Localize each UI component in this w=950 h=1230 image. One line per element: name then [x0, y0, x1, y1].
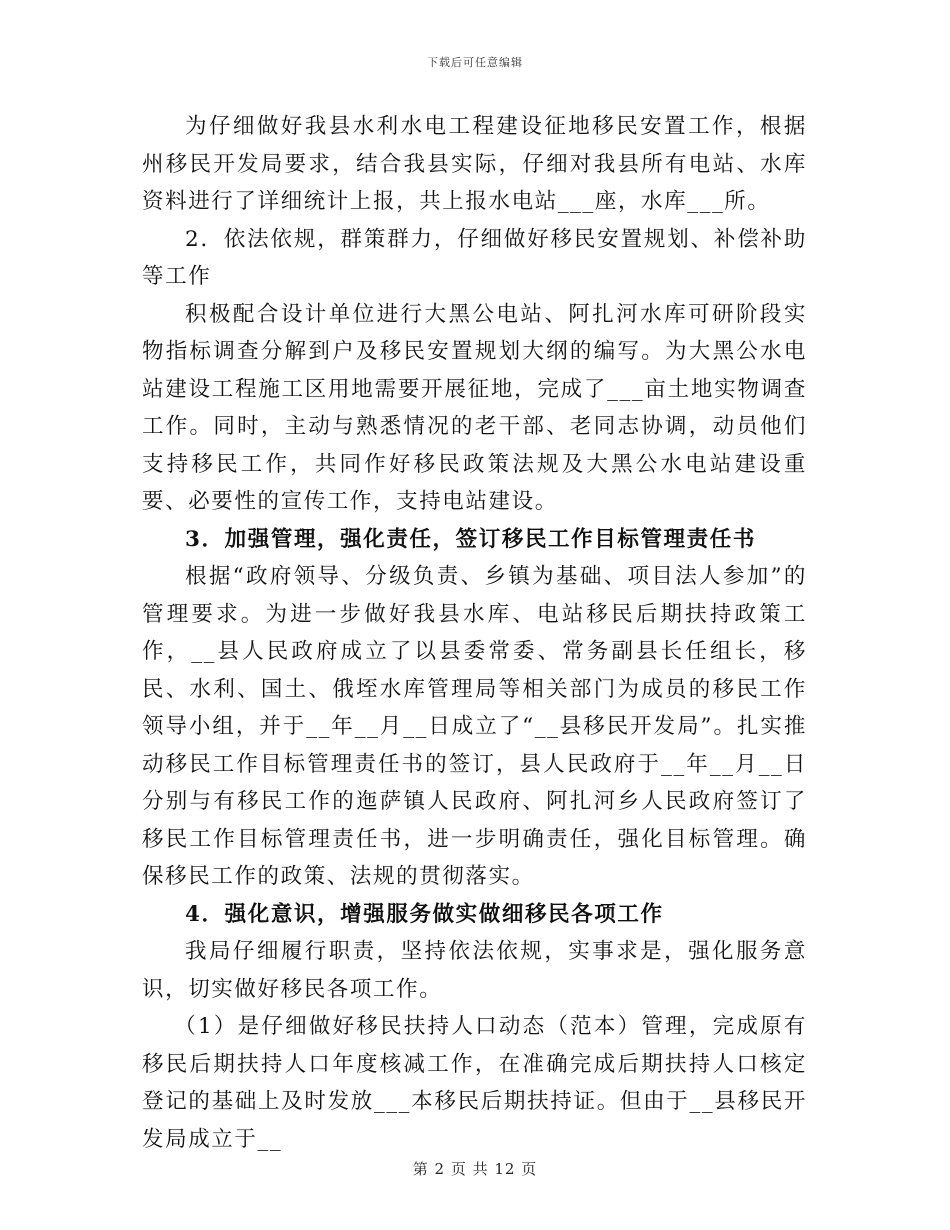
document-body: [142, 108, 807, 1158]
section-heading-2: 2．依法依规，群策群力，仔细做好移民安置规划、补偿补助等工作: [142, 226, 807, 289]
page-header: 下载后可任意编辑: [427, 56, 523, 69]
paragraph: 积极配合设计单位进行大黑公电站、阿扎河水库可研阶段实物指标调查分解到户及移民安置规划大纲的编写。为大黑公水电站建设工程施工区用地需要开展征地，完成了___亩土地实物调查工作。同时，主动与熟悉情况的老干部、老同志协调，动员他们支持移民工作，共同作好移民政策法规及大黑公水电站建设重要、必要性的宣传工作，支持电站建设。: [142, 301, 807, 514]
paragraph: 根据“政府领导、分级负责、乡镇为基础、项目法人参加”的管理要求。为进一步做好我县水库、电站移民后期扶持政策工作，__县人民政府成立了以县委常委、常务副县长任组长，移民、水利、国土、俄垤水库管理局等相关部门为成员的移民工作领导小组，并于__年__月__日成立了“__县移民开发局”。扎实推动移民工作目标管理责任书的签订，县人民政府于__年__月__日分别与有移民工作的迤萨镇人民政府、阿扎河乡人民政府签订了移民工作目标管理责任书，进一步明确责任，强化目标管理。确保移民工作的政策、法规的贯彻落实。: [142, 564, 807, 889]
section-heading-4: 4．强化意识，增强服务做实做细移民各项工作: [185, 901, 664, 927]
page-number: 第 2 页 共 12 页: [412, 1160, 538, 1178]
paragraph: 我局仔细履行职责，坚持依法依规，实事求是，强化服务意识，切实做好移民各项工作。: [142, 939, 807, 1002]
section-heading-3: 3．加强管理，强化责任，签订移民工作目标管理责任书: [185, 526, 756, 552]
paragraph: 为仔细做好我县水利水电工程建设征地移民安置工作，根据州移民开发局要求，结合我县实际，仔细对我县所有电站、水库资料进行了详细统计上报，共上报水电站___座，水库___所。: [142, 114, 807, 214]
paragraph: （1）是仔细做好移民扶持人口动态（范本）管理，完成原有移民后期扶持人口年度核减工作，在准确完成后期扶持人口核定登记的基础上及时发放___本移民后期扶持证。但由于__县移民开发局成立于__: [142, 1014, 807, 1152]
